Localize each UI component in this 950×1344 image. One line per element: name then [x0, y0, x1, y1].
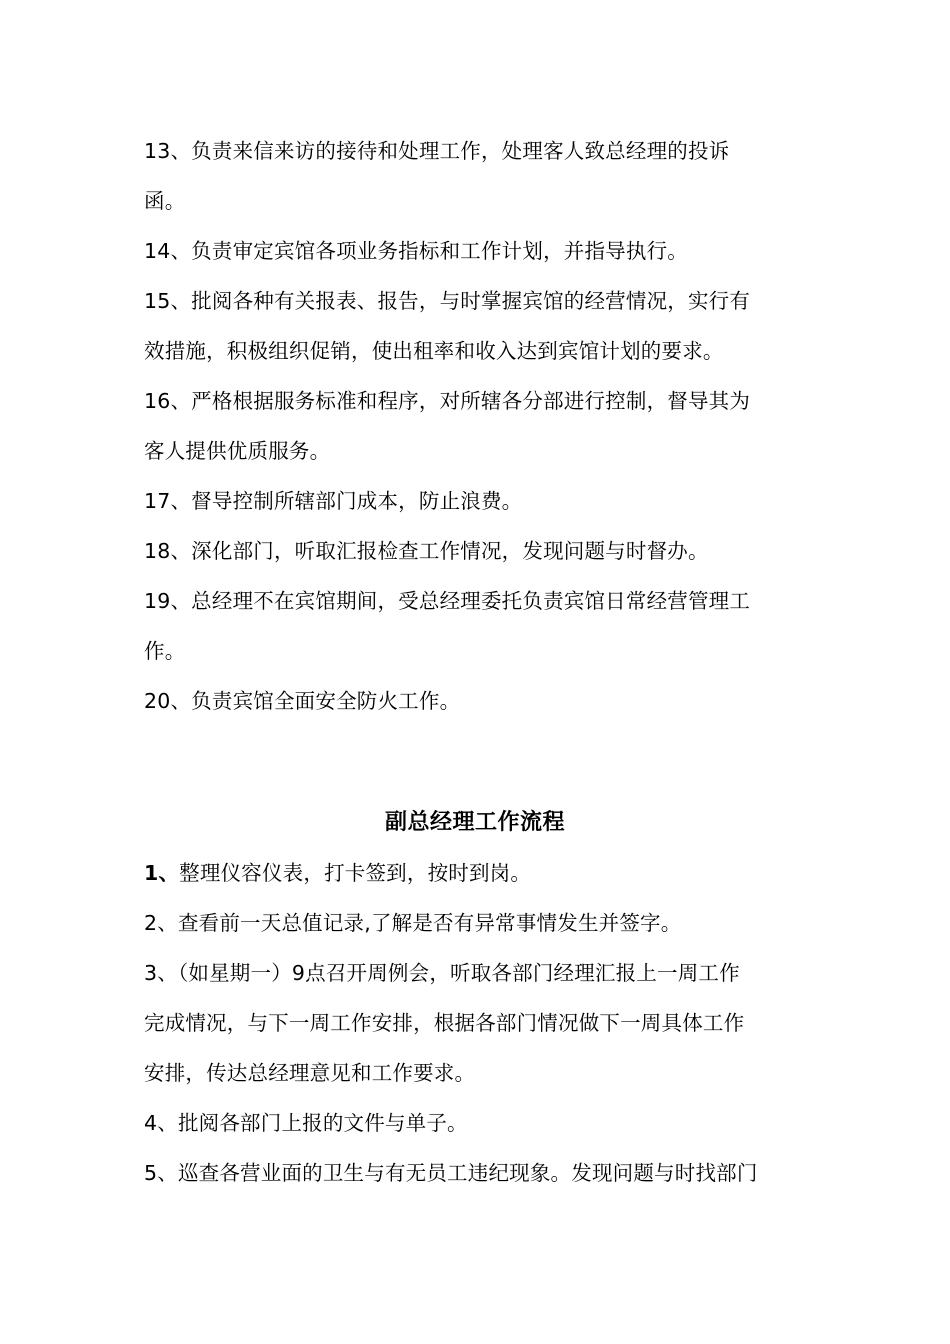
text-line: 14、负责审定宾馆各项业务指标和工作计划，并指导执行。 — [144, 239, 688, 263]
text-line: 20、负责宾馆全面安全防火工作。 — [144, 689, 461, 713]
text-line — [144, 848, 814, 898]
text-line: 4、批阅各部门上报的文件与单子。 — [144, 1111, 468, 1135]
text-line: 18、深化部门，听取汇报检查工作情况，发现问题与时督办。 — [144, 539, 709, 563]
step-number: 1、 — [144, 861, 180, 885]
text-line: 3、（如星期一）9点召开周例会，听取各部门经理汇报上一周工作 — [144, 961, 740, 985]
text-line: 13、负责来信来访的接待和处理工作，处理客人致总经理的投诉 — [144, 139, 730, 163]
text-line: 完成情况，与下一周工作安排，根据各部门情况做下一周具体工作 — [144, 1011, 745, 1035]
text-line: 安排，传达总经理意见和工作要求。 — [144, 1061, 476, 1085]
text-line: 2、查看前一天总值记录,了解是否有异常事情发生并签字。 — [144, 911, 682, 935]
text-line: 16、严格根据服务标准和程序，对所辖各分部进行控制，督导其为 — [144, 389, 751, 413]
text-line: 19、总经理不在宾馆期间，受总经理委托负责宾馆日常经营管理工 — [144, 589, 751, 613]
text-line: 函。 — [144, 189, 186, 213]
workflow-list — [144, 848, 814, 1198]
text-line: 17、督导控制所辖部门成本，防止浪费。 — [144, 489, 523, 513]
text-line: 5、巡查各营业面的卫生与有无员工违纪现象。发现问题与时找部门 — [144, 1161, 758, 1185]
responsibilities-list — [144, 126, 814, 726]
step-text: 整理仪容仪表，打卡签到，按时到岗。 — [179, 861, 532, 885]
text-line: 15、批阅各种有关报表、报告，与时掌握宾馆的经营情况，实行有 — [144, 289, 751, 313]
text-line: 效措施，积极组织促销，使出租率和收入达到宾馆计划的要求。 — [144, 339, 724, 363]
text-line: 作。 — [144, 639, 186, 663]
section-heading: 副总经理工作流程 — [384, 810, 565, 835]
text-line: 客人提供优质服务。 — [144, 439, 331, 463]
